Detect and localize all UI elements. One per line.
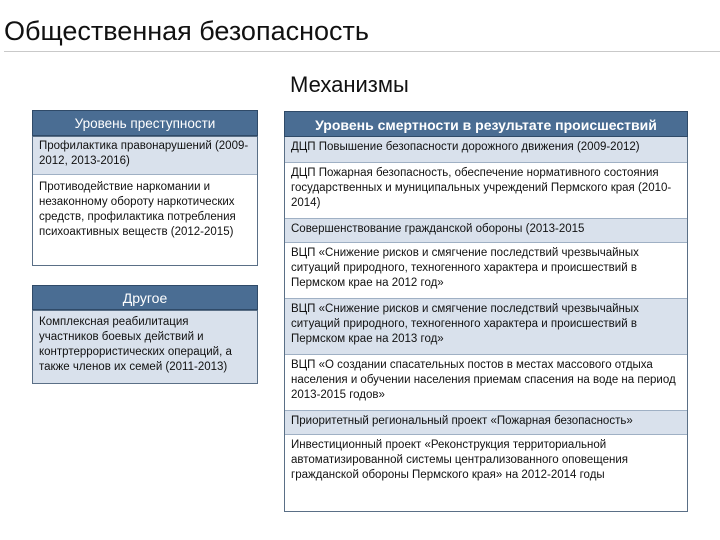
mortality-header: Уровень смертности в результате происшествий [284,111,688,137]
list-item: Противодействие наркомании и незаконному обороту наркотических средств, профилактика потребления психоактивных веществ (2012-2015) [33,175,257,265]
list-item: Приоритетный региональный проект «Пожарная безопасность» [285,411,687,435]
other-list [32,310,258,384]
list-item: ВЦП «Снижение рисков и смягчение последствий чрезвычайных ситуаций природного, техногенного характера и происшествий в Пермском крае на 2012 год» [285,243,687,299]
other-panel [32,285,258,384]
crime-level-panel [32,110,258,266]
list-item: Совершенствование гражданской обороны (2013-2015 [285,219,687,243]
mortality-panel [284,111,688,512]
crime-level-list [32,136,258,266]
list-item: Инвестиционный проект «Реконструкция территориальной автоматизированной системы централизованного оповещения гражданской обороны Пермского края» на 2012-2014 годы [285,435,687,511]
list-item: ДЦП Пожарная безопасность, обеспечение нормативного состояния государственных и муниципальных учреждений Пермского края (2010-2014) [285,163,687,219]
page-title: Общественная безопасность [4,16,720,52]
mortality-list [284,137,688,512]
crime-level-header: Уровень преступности [32,110,258,136]
list-item: ДЦП Повышение безопасности дорожного движения (2009-2012) [285,137,687,163]
list-item: ВЦП «О создании спасательных постов в местах массового отдыха населения и обучении населения приемам спасения на воде на период 2013-2015 годов» [285,355,687,411]
list-item: Профилактика правонарушений (2009-2012, 2013-2016) [33,137,257,175]
other-header: Другое [32,285,258,310]
list-item: ВЦП «Снижение рисков и смягчение последствий чрезвычайных ситуаций природного, техногенного характера и происшествий в Пермском крае на 2013 год» [285,299,687,355]
list-item: Комплексная реабилитация участников боевых действий и контртеррористических операций, а также членов их семей (2011-2013) [33,311,257,383]
section-subtitle: Механизмы [290,72,409,97]
